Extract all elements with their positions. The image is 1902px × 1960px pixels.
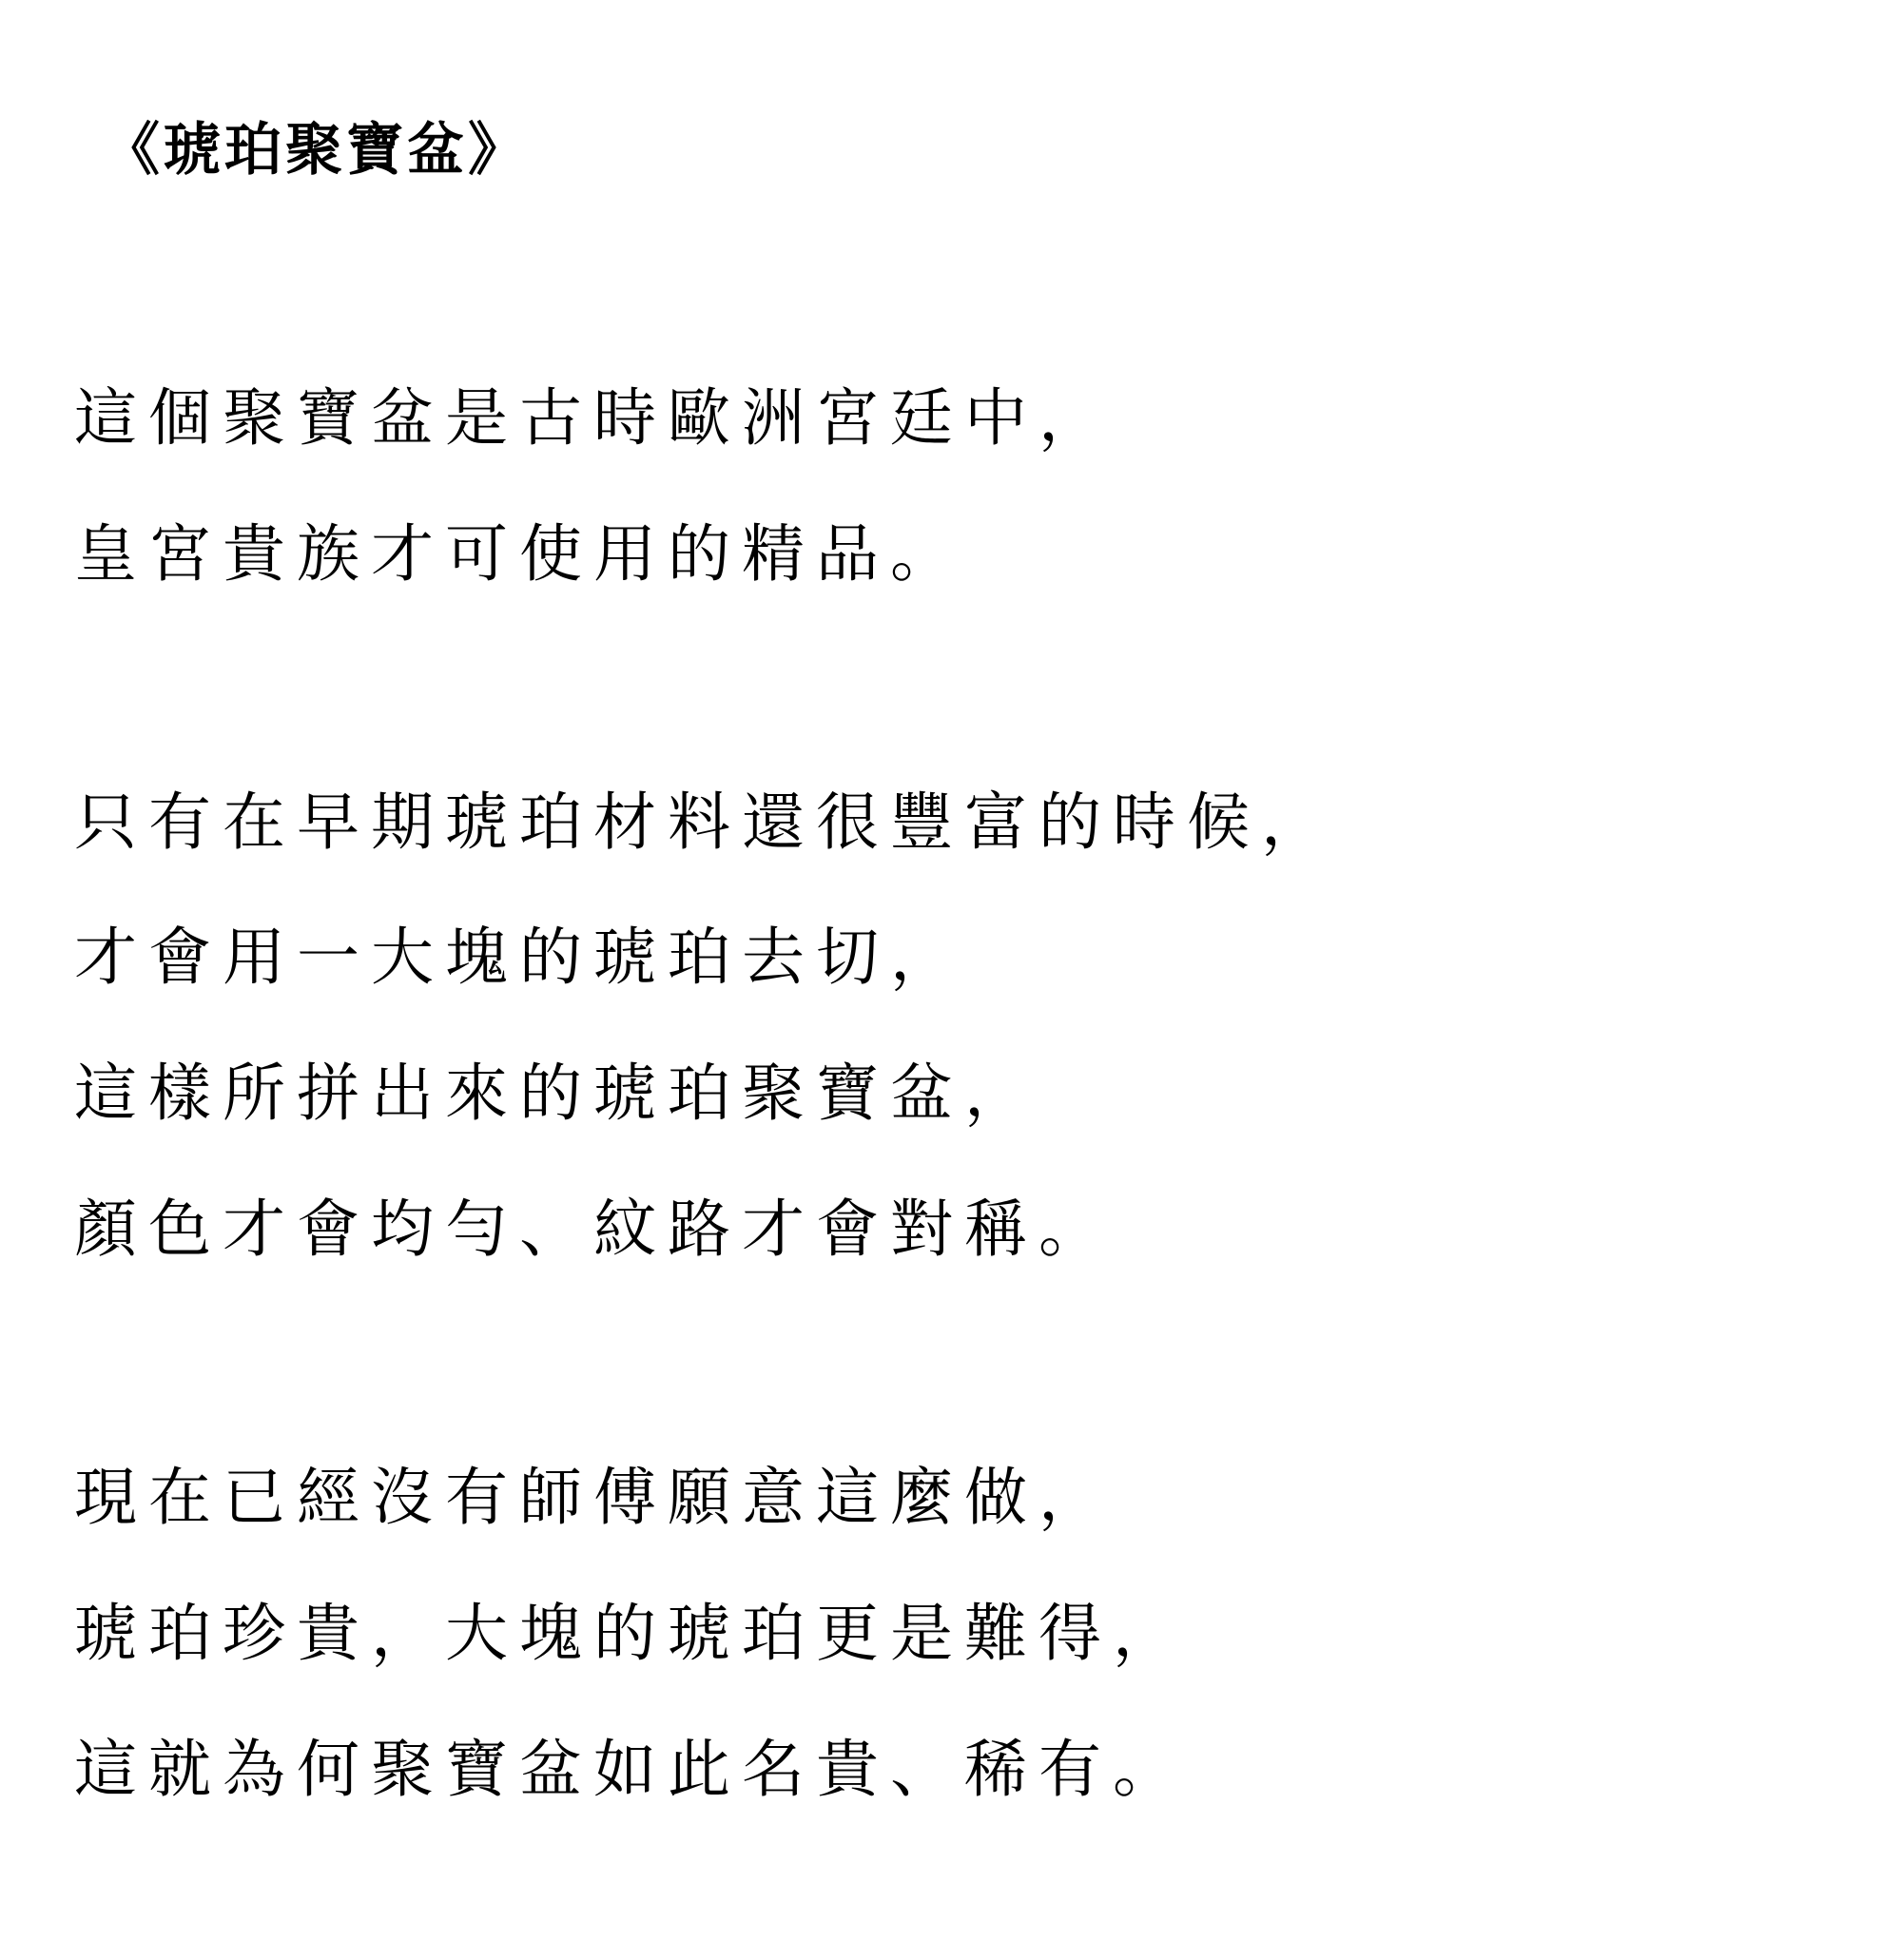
paragraph-2-line-4: 顏色才會均勻、紋路才會對稱。	[74, 1193, 1113, 1266]
paragraph-2-line-3: 這樣所拼出來的琥珀聚寶盆，	[74, 1057, 1038, 1130]
paragraph-3-line-3: 這就為何聚寶盆如此名貴、稀有。	[74, 1733, 1187, 1806]
paragraph-2-line-2: 才會用一大塊的琥珀去切，	[74, 921, 964, 994]
paragraph-3-line-2: 琥珀珍貴，大塊的琥珀更是難得，	[74, 1597, 1187, 1670]
paragraph-3-line-1: 現在已經沒有師傅願意這麼做，	[74, 1461, 1113, 1534]
paragraph-2-line-1: 只有在早期琥珀材料還很豐富的時候，	[74, 786, 1335, 859]
paragraph-1-line-1: 這個聚寶盆是古時歐洲宮廷中，	[74, 381, 1113, 455]
paragraph-1-line-2: 皇宮貴族才可使用的精品。	[74, 517, 964, 591]
document-title: 《琥珀聚寶盆》	[103, 117, 529, 184]
